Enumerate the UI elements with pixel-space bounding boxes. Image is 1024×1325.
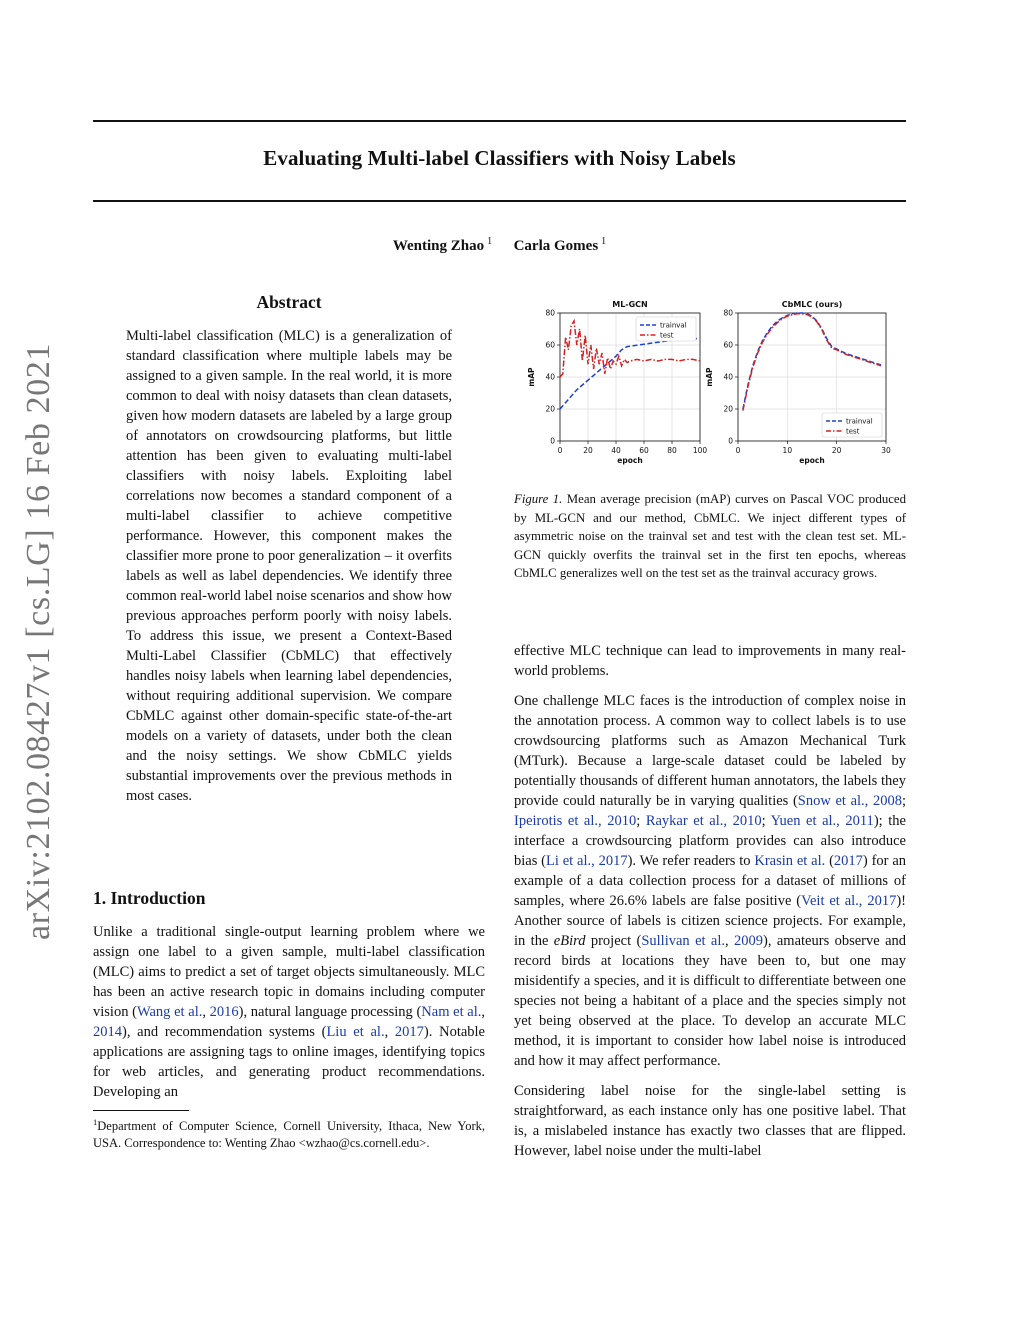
y-tick-label: 80 [545, 308, 555, 318]
citation-link[interactable]: Wang et al. [136, 1004, 203, 1020]
y-axis-label: mAP [527, 367, 536, 387]
citation-link[interactable]: 2017 [833, 853, 863, 869]
y-tick-label: 20 [723, 404, 733, 414]
x-tick-label: 20 [583, 446, 593, 455]
abstract-heading: Abstract [256, 292, 322, 312]
body-text: ), natural language processing ( [238, 1004, 422, 1020]
figure-caption [514, 490, 906, 583]
y-tick-label: 60 [723, 340, 733, 350]
body-paragraph [514, 691, 906, 1071]
citation-link[interactable]: Krasin et al. [754, 853, 826, 869]
author-name: Wenting Zhao [392, 238, 485, 254]
citation-link[interactable]: Liu et al. [326, 1024, 385, 1040]
x-tick-label: 60 [639, 446, 649, 455]
x-tick-label: 30 [881, 446, 891, 455]
x-tick-label: 10 [782, 446, 793, 455]
body-text: ( [825, 853, 834, 869]
chart-title: ML-GCN [612, 300, 648, 309]
citation-link[interactable]: Veit et al., 2017 [801, 893, 897, 909]
x-tick-label: 20 [831, 446, 842, 455]
body-text: ). Notable applications are assigning tags to online images, identifying topics for web articles, and generating product recommendations. Developing an [93, 1024, 485, 1100]
legend-label: trainval [846, 417, 873, 426]
title-bottom-rule [93, 200, 906, 202]
legend-label: test [660, 331, 674, 340]
citation-link[interactable]: 2014 [93, 1024, 122, 1040]
y-tick-label: 0 [550, 436, 555, 446]
body-text: ). We refer readers to [627, 853, 755, 869]
body-paragraph: Considering label noise for the single-label setting is straightforward, as each instance only has one positive label. That is, a mislabeled instance has exactly two classes that are flipped. However, label noise under the multi-label [514, 1083, 906, 1159]
author-list [93, 236, 906, 255]
title-top-rule [93, 120, 906, 122]
body-text: ; [636, 813, 646, 829]
x-tick-label: 100 [692, 446, 708, 455]
introduction-paragraph [93, 922, 485, 1102]
author-affiliation-mark: 1 [601, 236, 607, 247]
series-line-trainval [560, 339, 700, 409]
legend-label: test [846, 427, 860, 436]
chart-title: CbMLC (ours) [781, 300, 843, 309]
figure-label: Figure 1. [514, 492, 563, 506]
x-tick-label: 80 [667, 446, 677, 455]
body-text: ; [761, 813, 771, 829]
x-axis-label: epoch [617, 456, 643, 465]
figure-1-charts [514, 292, 906, 472]
citation-link[interactable]: Snow et al., 2008 [797, 793, 902, 809]
footnote-mark: 1 [93, 1117, 98, 1127]
body-text: ); the interface a crowdsourcing platform provides can also introduce bias ( [514, 813, 906, 869]
citation-link[interactable]: Li et al., 2017 [546, 853, 628, 869]
body-text: One challenge MLC faces is the introduction of complex noise in the annotation process. A common way to collect labels is to use crowdsourcing platforms such as Amazon Mechanical Turk (MTurk). Because a large-scale dataset could be labeled by potentially thousands of different human annotators, the labels they provide could naturally be in varying qualities ( [514, 693, 906, 809]
citation-link[interactable]: Sullivan et al. [641, 933, 726, 949]
body-text: project ( [585, 933, 642, 949]
y-axis-label: mAP [705, 367, 714, 387]
y-tick-label: 40 [723, 372, 733, 382]
author-affiliation-mark: 1 [487, 236, 493, 247]
figure-caption-text: Mean average precision (mAP) curves on Pascal VOC produced by ML-GCN and our method, CbMLC. We inject different types of asymmetric noise on the trainval set and test with the clean test set. ML-GCN quickly overfits the trainval set in the first ten epochs, whereas CbMLC generalizes well on the test set as the trainval accuracy grows. [514, 492, 907, 581]
footnote-rule [93, 1110, 189, 1111]
y-tick-label: 80 [723, 308, 733, 318]
x-tick-label: 40 [611, 446, 621, 455]
series-line-test [743, 314, 881, 411]
body-text: , [725, 933, 735, 949]
y-tick-label: 0 [728, 436, 733, 446]
citation-link[interactable]: 2009 [734, 933, 764, 949]
body-text: Unlike a traditional single-output learning problem where we assign one label to a given sample, multi-label classification (MLC) aims to predict a set of target objects simultaneously. MLC has been an active research topic in domains including computer vision ( [93, 924, 485, 1020]
body-text: , [202, 1004, 210, 1020]
arxiv-identifier: arXiv:2102.08427v1 [cs.LG] 16 Feb 2021 [20, 343, 57, 940]
y-tick-label: 20 [545, 404, 555, 414]
x-tick-label: 0 [557, 446, 563, 455]
y-tick-label: 60 [545, 340, 555, 350]
citation-link[interactable]: Raykar et al., 2010 [645, 813, 762, 829]
body-text: , [384, 1024, 395, 1040]
paper-title: Evaluating Multi-label Classifiers with Noisy Labels [263, 146, 736, 170]
citation-link[interactable]: Ipeirotis et al., 2010 [514, 813, 637, 829]
citation-link[interactable]: 2016 [209, 1004, 239, 1020]
emphasis-text: eBird [553, 933, 586, 949]
affiliation-footnote [93, 1114, 485, 1152]
body-paragraph: effective MLC technique can lead to improvements in many real-world problems. [514, 643, 906, 679]
abstract-text: Multi-label classification (MLC) is a generalization of standard classification where multiple labels may be assigned to a given sample. In the real world, it is more common to deal with noisy datasets than clean datasets, given how modern datasets are labeled by a large group of annotators on crowdsourcing platforms, but little attention has been given to evaluating multi-label classifiers with noisy labels. Exploiting label correlations now becomes a standard component of a multi-label classifier to achieve competitive performance. However, this component makes the classifier more prone to poor generalization – it overfits labels as well as label dependencies. We identify three common real-world label noise scenarios and show how previous approaches perform poorly with noisy labels. To address this issue, we present a Context-Based Multi-Label Classifier (CbMLC) that effectively handles noisy labels when learning label dependencies, without requiring additional supervision. We compare CbMLC against other domain-specific state-of-the-art models on a variety of datasets, under both the clean and the noisy settings. We show CbMLC yields substantial improvements over the previous methods in most cases. [126, 328, 452, 804]
section-heading-introduction: 1. Introduction [93, 888, 206, 908]
body-text: ) for an example of a data collection process for a dataset of millions of samples, where 26.6% labels are false positive ( [514, 853, 906, 909]
legend-label: trainval [660, 321, 687, 330]
citation-link[interactable]: 2017 [394, 1024, 424, 1040]
body-text: ), and recommendation systems ( [122, 1024, 327, 1040]
y-tick-label: 40 [545, 372, 555, 382]
body-text: ; [901, 793, 906, 809]
body-text: ), amateurs observe and record birds at locations they have been to, but one may misidentify a species, and it is difficult to differentiate between one species not being a habitant of a place and the species simply not yet being observed at the place. To develop an accurate MLC method, it is important to consider how label noise is introduced and how it may affect performance. [514, 933, 907, 1069]
body-text: )! Another source of labels is citizen science projects. For example, in the [514, 893, 906, 949]
series-line-trainval [743, 313, 881, 409]
body-text: , [481, 1004, 486, 1020]
x-tick-label: 0 [735, 446, 741, 455]
x-axis-label: epoch [799, 456, 825, 465]
author-name: Carla Gomes [513, 238, 599, 254]
citation-link[interactable]: Nam et al. [421, 1004, 482, 1020]
footnote-text: Department of Computer Science, Cornell University, Ithaca, New York, USA. Correspondence to: Wenting Zhao <wzhao@cs.cornell.edu>. [93, 1119, 485, 1151]
introduction-right-column [514, 641, 906, 1171]
citation-link[interactable]: Yuen et al., 2011 [770, 813, 874, 829]
